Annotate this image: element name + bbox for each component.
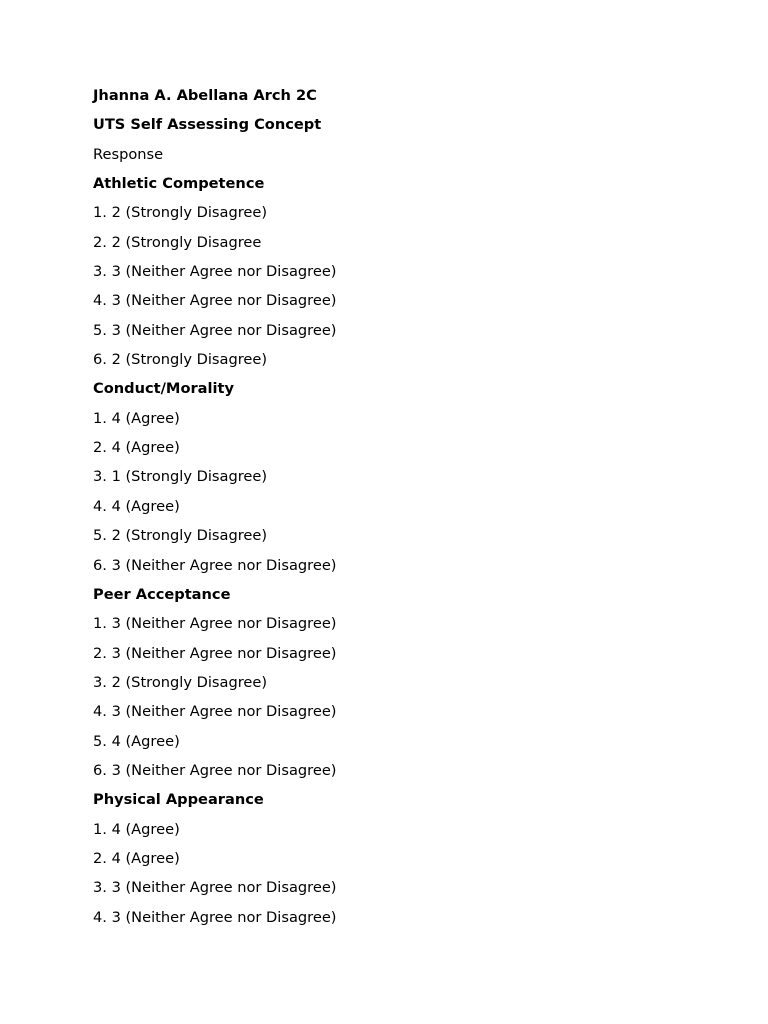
response-item: 2. 3 (Neither Agree nor Disagree) (93, 644, 337, 662)
response-item: 3. 3 (Neither Agree nor Disagree) (93, 263, 337, 281)
section-peer-acceptance (93, 584, 693, 789)
section-conduct-morality (93, 378, 693, 583)
response-item: 5. 3 (Neither Agree nor Disagree) (93, 321, 337, 339)
author-line: Jhanna A. Abellana Arch 2C (93, 87, 317, 104)
section-heading: Physical Appearance (93, 791, 264, 809)
response-item: 4. 3 (Neither Agree nor Disagree) (93, 292, 337, 310)
response-item: 5. 2 (Strongly Disagree) (93, 527, 268, 545)
response-item: 2. 4 (Agree) (93, 849, 180, 867)
response-label: Response (93, 145, 164, 163)
response-item: 6. 2 (Strongly Disagree) (93, 351, 268, 369)
document-page (93, 85, 693, 936)
response-item: 2. 2 (Strongly Disagree (93, 233, 262, 251)
response-item: 4. 3 (Neither Agree nor Disagree) (93, 703, 337, 721)
response-item: 1. 3 (Neither Agree nor Disagree) (93, 615, 337, 633)
response-item: 6. 3 (Neither Agree nor Disagree) (93, 761, 337, 779)
response-item: 6. 3 (Neither Agree nor Disagree) (93, 556, 337, 574)
response-item: 4. 4 (Agree) (93, 497, 180, 515)
response-item: 2. 4 (Agree) (93, 439, 180, 457)
response-item: 3. 2 (Strongly Disagree) (93, 673, 268, 691)
response-item: 5. 4 (Agree) (93, 732, 180, 750)
document-title: UTS Self Assessing Concept (93, 116, 322, 134)
response-item: 1. 2 (Strongly Disagree) (93, 204, 268, 222)
section-heading: Conduct/Morality (93, 380, 235, 398)
section-athletic-competence (93, 173, 693, 378)
section-physical-appearance (93, 789, 693, 936)
response-item: 4. 3 (Neither Agree nor Disagree) (93, 908, 337, 926)
response-item: 1. 4 (Agree) (93, 820, 180, 838)
section-heading: Peer Acceptance (93, 585, 231, 603)
section-heading: Athletic Competence (93, 175, 265, 193)
response-item: 1. 4 (Agree) (93, 409, 180, 427)
response-item: 3. 1 (Strongly Disagree) (93, 468, 268, 486)
response-item: 3. 3 (Neither Agree nor Disagree) (93, 879, 337, 897)
